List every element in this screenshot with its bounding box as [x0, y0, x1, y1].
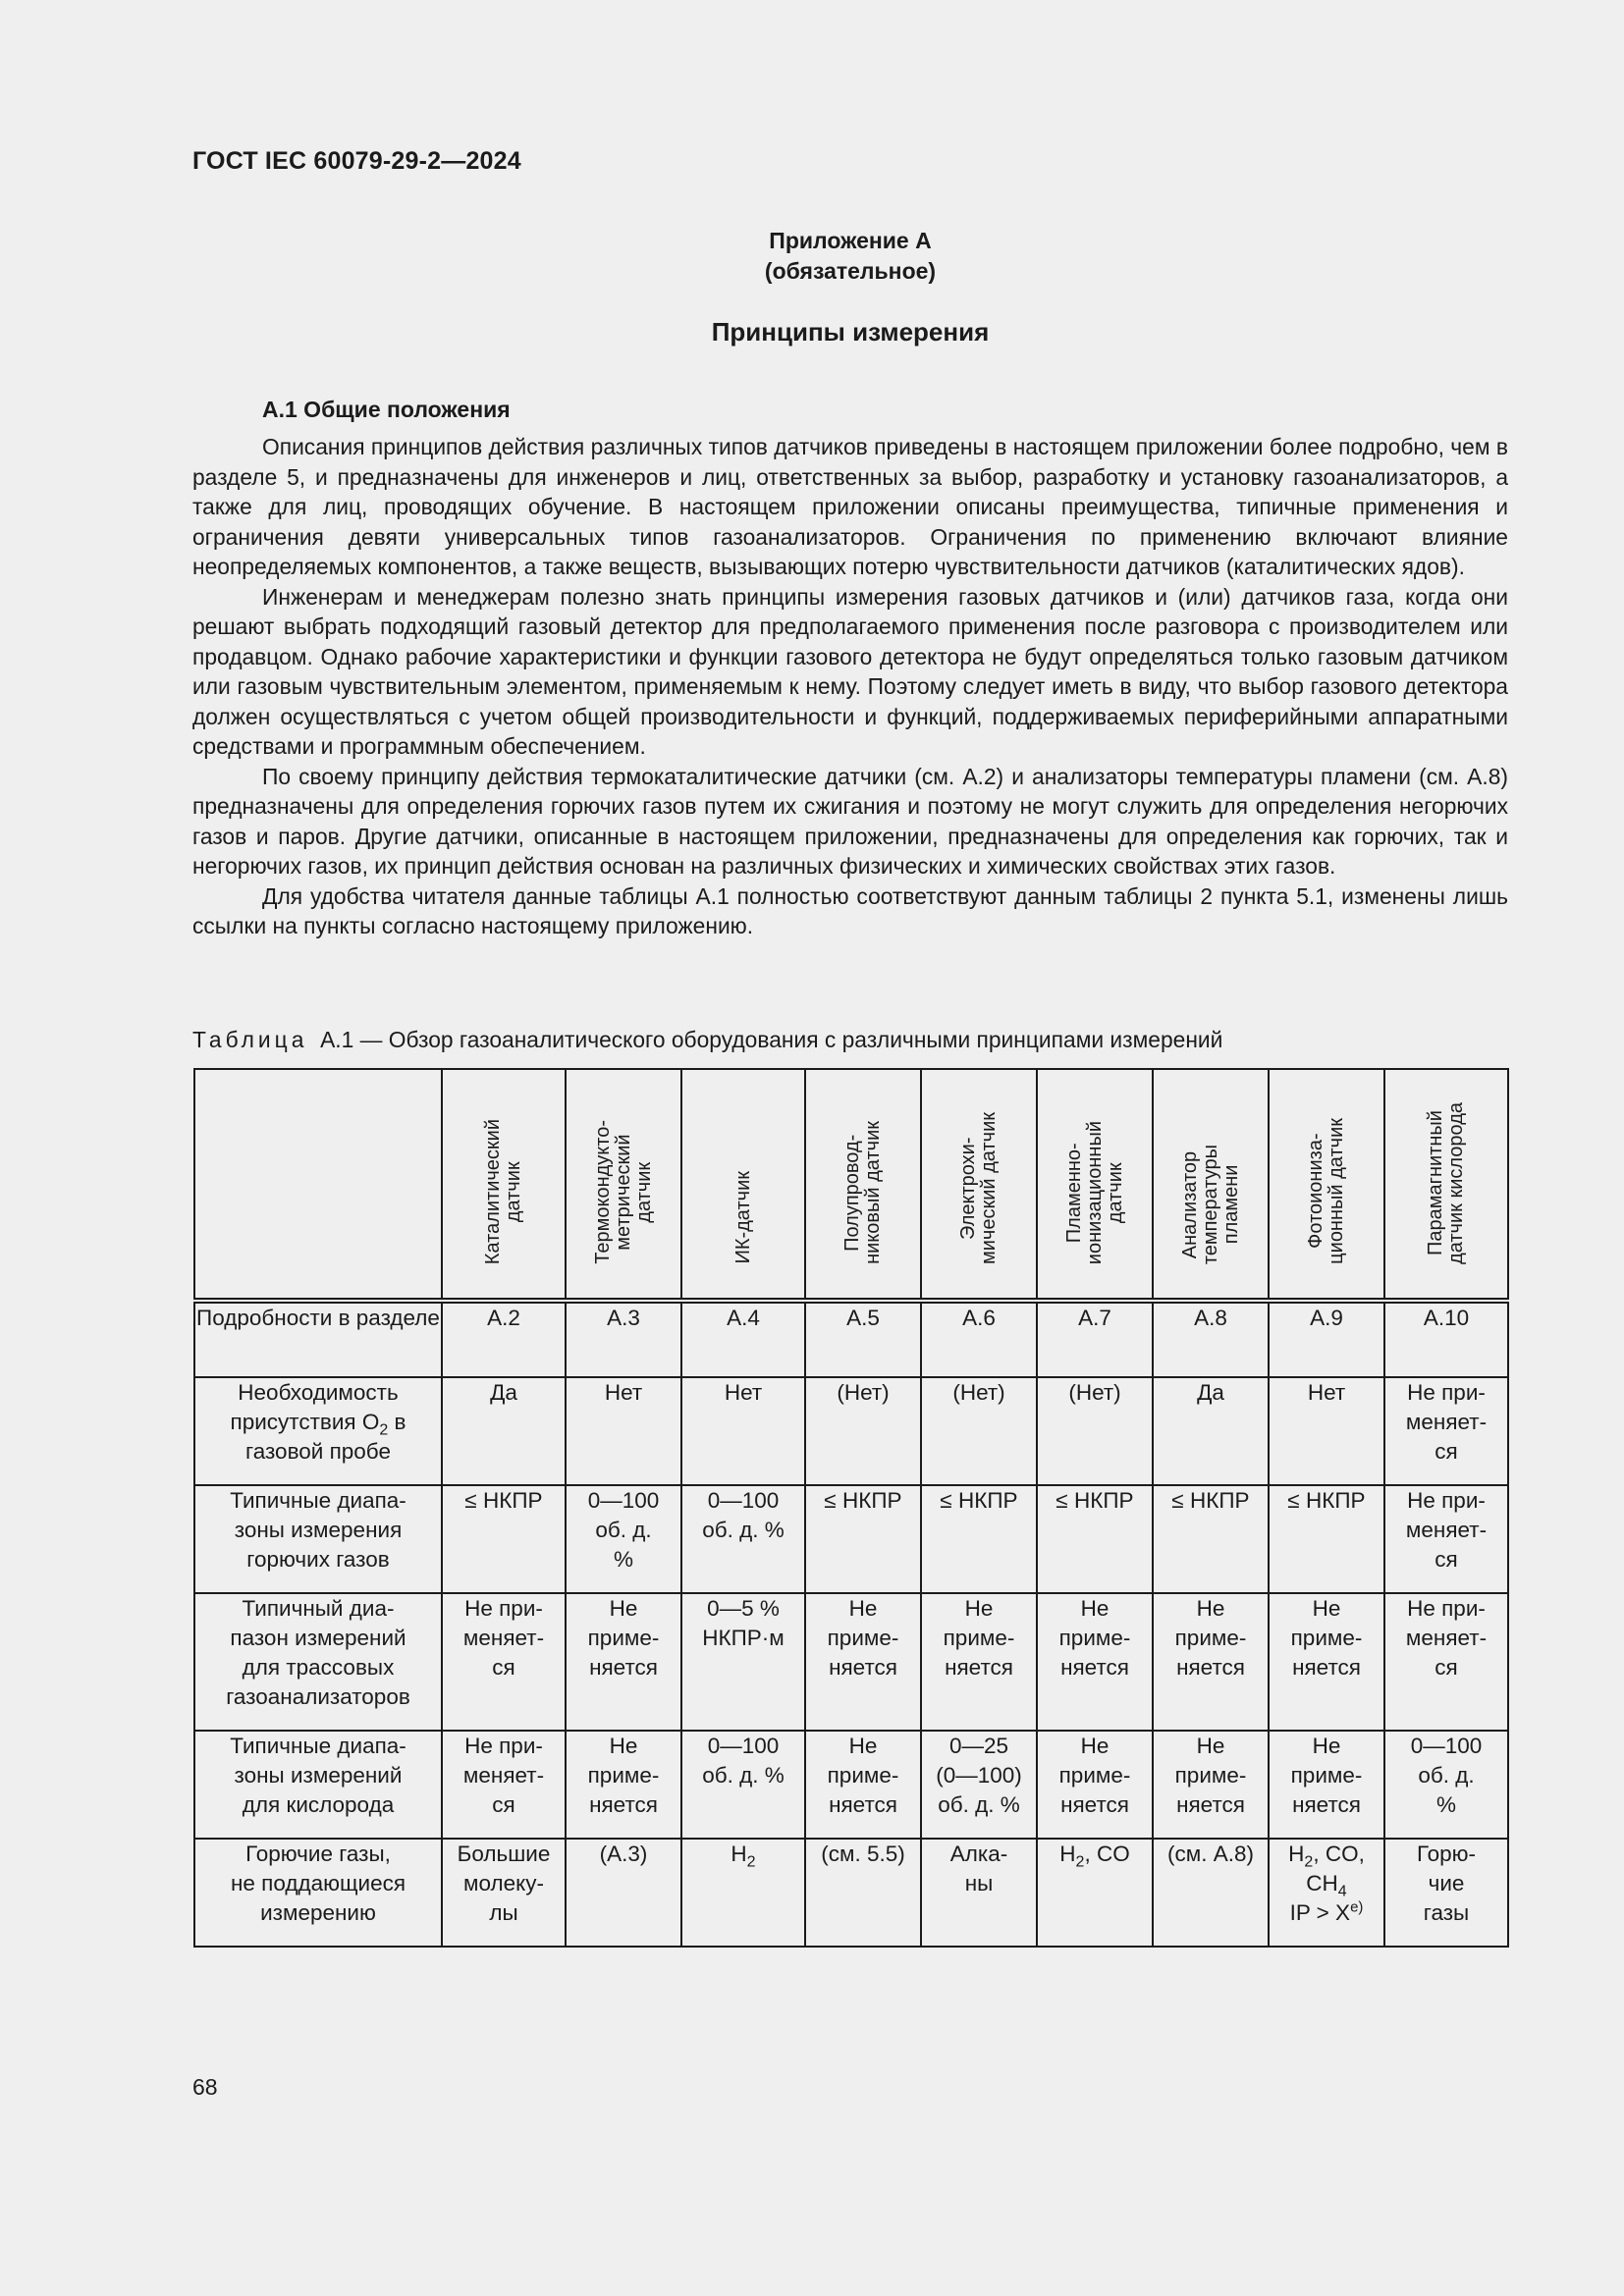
table-row: [194, 1485, 1508, 1593]
table-cell: Нет: [566, 1377, 681, 1485]
row-label: Типичный диа- пазон измерений для трассовых газоанализаторов: [194, 1593, 442, 1731]
table-cell: ≤ НКПР: [1269, 1485, 1384, 1593]
table-cell: 0—100 об. д. %: [681, 1485, 805, 1593]
table-cell: Не приме- няется: [566, 1593, 681, 1731]
table-row: [194, 1301, 1508, 1377]
header-empty-cell: [194, 1069, 442, 1301]
table-cell: Не приме- няется: [566, 1731, 681, 1839]
column-header: Парамагнитный датчик кислорода: [1384, 1069, 1508, 1301]
table-cell: (А.3): [566, 1839, 681, 1947]
table-row: [194, 1731, 1508, 1839]
table-cell: ≤ НКПР: [1037, 1485, 1153, 1593]
annex-title: [192, 226, 1508, 287]
body-text: [192, 432, 1508, 941]
table-cell: 0—100 об. д. %: [681, 1731, 805, 1839]
column-header: Термокондукто- метрический датчик: [566, 1069, 681, 1301]
column-header: Электрохи- мический датчик: [921, 1069, 1037, 1301]
column-header: Полупровод- никовый датчик: [805, 1069, 921, 1301]
overview-table: [193, 1068, 1509, 1948]
table-cell: Горю- чие газы: [1384, 1839, 1508, 1947]
table-cell: Не при- меняет- ся: [1384, 1377, 1508, 1485]
paragraph: По своему принципу действия термокаталитические датчики (см. А.2) и анализаторы температуры пламени (см. А.8) предназначены для определения горючих газов путем их сжигания и поэтому не могут служить для определения негорючих газов и паров. Другие датчики, описанные в настоящем приложении, предназначены для определения как горючих, так и негорючих газов, их принцип действия основан на различных физических и химических свойствах этих газов.: [192, 763, 1508, 879]
table-cell: Не при- меняет- ся: [442, 1731, 566, 1839]
table-cell: Не при- меняет- ся: [1384, 1593, 1508, 1731]
table-cell: Да: [442, 1377, 566, 1485]
paragraph: Для удобства читателя данные таблицы А.1 полностью соответствуют данным таблицы 2 пункта 5.1, изменены лишь ссылки на пункты согласно настоящему приложению.: [192, 882, 1508, 938]
table-cell: Да: [1153, 1377, 1269, 1485]
table-cell: А.7: [1037, 1301, 1153, 1377]
table-cell: Не при- меняет- ся: [442, 1593, 566, 1731]
page-number: 68: [192, 2074, 218, 2100]
subsection-heading: А.1 Общие положения: [262, 397, 511, 422]
table-cell: Не приме- няется: [1153, 1731, 1269, 1839]
table-cell: А.9: [1269, 1301, 1384, 1377]
row-label: Необходимость присутствия $O_2$ в газовой пробе: [194, 1377, 442, 1485]
table-cell: А.4: [681, 1301, 805, 1377]
table-cell: Не при- меняет- ся: [1384, 1485, 1508, 1593]
table-cell: Не приме- няется: [1037, 1731, 1153, 1839]
row-label: Типичные диапа- зоны измерений для кислорода: [194, 1731, 442, 1839]
table-cell: Алка- ны: [921, 1839, 1037, 1947]
table-cell: (см. 5.5): [805, 1839, 921, 1947]
table-cell: Нет: [681, 1377, 805, 1485]
table-cell: Не приме- няется: [1269, 1731, 1384, 1839]
row-label: Подробности в разделе: [194, 1301, 442, 1377]
table-cell: А.10: [1384, 1301, 1508, 1377]
table-cell: Не приме- няется: [805, 1731, 921, 1839]
table-cell: 0—100 об. д. %: [1384, 1731, 1508, 1839]
table-cell: 0—5 % НКПР·м: [681, 1593, 805, 1731]
table-cell: Не приме- няется: [1037, 1593, 1153, 1731]
table-row: [194, 1377, 1508, 1485]
table-row: [194, 1839, 1508, 1947]
table-cell: (Нет): [921, 1377, 1037, 1485]
table-cell: ≤ НКПР: [442, 1485, 566, 1593]
annex-heading: Принципы измерения: [711, 317, 990, 347]
paragraph: Описания принципов действия различных типов датчиков приведены в настоящем приложении более подробно, чем в разделе 5, и предназначены для инженеров и лиц, ответственных за выбор, разработку и установку газоанализаторов, а также для лиц, проводящих обучение. В настоящем приложении описаны преимущества, типичные применения и ограничения девяти универсальных типов газоанализаторов. Ограничения по применению включают влияние неопределяемых компонентов, а также веществ, вызывающих потерю чувствительности датчиков (каталитических ядов).: [192, 434, 1508, 579]
table-caption: [192, 1027, 1222, 1053]
table-cell: $H_2$, CO: [1037, 1839, 1153, 1947]
table-cell: $H_2$: [681, 1839, 805, 1947]
paragraph: Инженерам и менеджерам полезно знать принципы измерения газовых датчиков и (или) датчиков газа, когда они решают выбрать подходящий газовый детектор для предполагаемого применения после разговора с производителем или продавцом. Однако рабочие характеристики и функции газового детектора не будут определяться только газовым датчиком или газовым чувствительным элементом, применяемым к нему. Поэтому следует иметь в виду, что выбор газового детектора должен осуществляться с учетом общей производительности и функций, поддерживаемых периферийными аппаратными средствами и программным обеспечением.: [192, 583, 1508, 759]
table-cell: А.3: [566, 1301, 681, 1377]
table-header-row: [194, 1069, 1508, 1301]
table-cell: А.8: [1153, 1301, 1269, 1377]
table-caption-label: Таблица: [192, 1027, 308, 1052]
table-cell: Нет: [1269, 1377, 1384, 1485]
column-header: ИК-датчик: [681, 1069, 805, 1301]
table-row: [194, 1593, 1508, 1731]
annex-label: Приложение А: [769, 228, 932, 253]
table-cell: Не приме- няется: [1153, 1593, 1269, 1731]
column-header: Пламенно- ионизационный датчик: [1037, 1069, 1153, 1301]
table-cell: ≤ НКПР: [805, 1485, 921, 1593]
table-cell: Не приме- няется: [805, 1593, 921, 1731]
annex-status: (обязательное): [764, 258, 937, 284]
table-cell: А.6: [921, 1301, 1037, 1377]
table-cell: 0—100 об. д. %: [566, 1485, 681, 1593]
table-cell: 0—25 (0—100) об. д. %: [921, 1731, 1037, 1839]
table-cell: (Нет): [805, 1377, 921, 1485]
table-cell: (Нет): [1037, 1377, 1153, 1485]
table-cell: Не приме- няется: [921, 1593, 1037, 1731]
table-cell: Большие молеку- лы: [442, 1839, 566, 1947]
column-header: Анализатор температуры пламени: [1153, 1069, 1269, 1301]
table-caption-text: А.1 — Обзор газоаналитического оборудования с различными принципами измерений: [320, 1027, 1223, 1052]
table-cell: ≤ НКПР: [921, 1485, 1037, 1593]
table-cell: $H_2$, CO, $CH_4$ IP > $X^{e)}$: [1269, 1839, 1384, 1947]
table-cell: А.2: [442, 1301, 566, 1377]
table-cell: ≤ НКПР: [1153, 1485, 1269, 1593]
document-code: ГОСТ IEC 60079-29-2—2024: [192, 147, 521, 175]
row-label: Горючие газы, не поддающиеся измерению: [194, 1839, 442, 1947]
row-label: Типичные диапа- зоны измерения горючих газов: [194, 1485, 442, 1593]
table-cell: Не приме- няется: [1269, 1593, 1384, 1731]
column-header: Фотоиониза- ционный датчик: [1269, 1069, 1384, 1301]
table-cell: А.5: [805, 1301, 921, 1377]
table-cell: (см. А.8): [1153, 1839, 1269, 1947]
column-header: Каталитический датчик: [442, 1069, 566, 1301]
